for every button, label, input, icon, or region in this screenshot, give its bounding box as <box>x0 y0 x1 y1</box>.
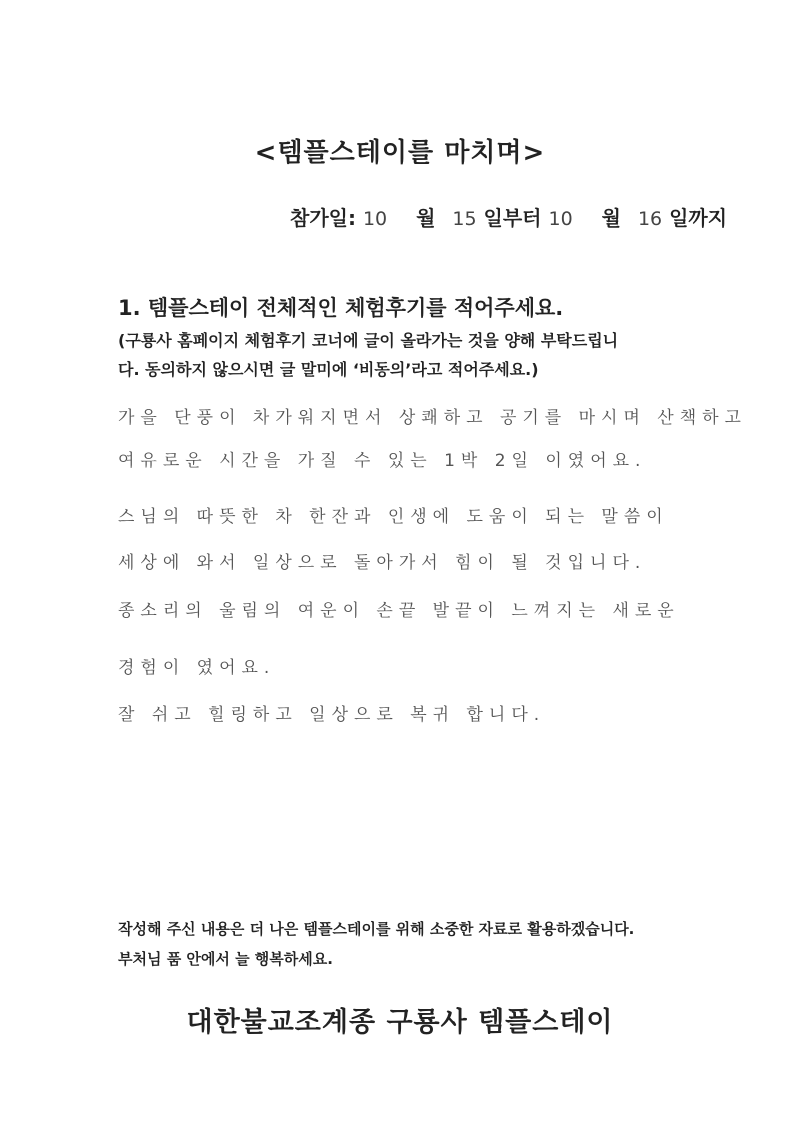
handwritten-line: 세상에 와서 일상으로 돌아가서 힘이 될 것입니다. <box>118 553 647 573</box>
question-heading: 1. 템플스테이 전체적인 체험후기를 적어주세요. <box>118 296 564 320</box>
consent-note-line-1: (구룡사 홈페이지 체험후기 코너에 글이 올라가는 것을 양해 부탁드립니 <box>118 331 619 350</box>
from-word: 일부터 <box>483 206 542 230</box>
participation-dates <box>290 202 727 231</box>
consent-note-line-2: 다. 동의하지 않으시면 글 말미에 ‘비동의’라고 적어주세요.) <box>118 360 539 379</box>
start-day-value: 15 <box>452 208 477 230</box>
end-month-value: 10 <box>548 208 573 230</box>
end-month-word: 월 <box>601 206 621 230</box>
handwritten-line: 스님의 따뜻한 차 한잔과 인생에 도움이 되는 말씀이 <box>118 507 669 527</box>
footer-note-line-1: 작성해 주신 내용은 더 나은 템플스테이를 위해 소중한 자료로 활용하겠습니다. <box>118 920 635 938</box>
footer-note-line-2: 부처님 품 안에서 늘 행복하세요. <box>118 950 333 968</box>
start-month-value: 10 <box>362 208 388 230</box>
handwritten-line: 종소리의 울림의 여운이 손끝 발끝이 느껴지는 새로운 <box>118 601 680 621</box>
end-day-value: 16 <box>637 208 663 230</box>
organization-name: 대한불교조계종 구룡사 템플스테이 <box>186 1007 614 1038</box>
participation-label: 참가일: <box>290 206 356 230</box>
until-word: 일까지 <box>669 206 728 230</box>
handwritten-line: 경험이 였어요. <box>118 658 276 678</box>
handwritten-line: 가을 단풍이 차가워지면서 상쾌하고 공기를 마시며 산책하고 <box>118 408 747 428</box>
handwritten-line: 여유로운 시간을 가질 수 있는 1박 2일 이였어요. <box>118 451 647 471</box>
start-month-word: 월 <box>416 206 436 230</box>
handwritten-line: 잘 쉬고 힐링하고 일상으로 복귀 합니다. <box>118 705 546 725</box>
page-title: <템플스테이를 마치며> <box>254 138 546 168</box>
